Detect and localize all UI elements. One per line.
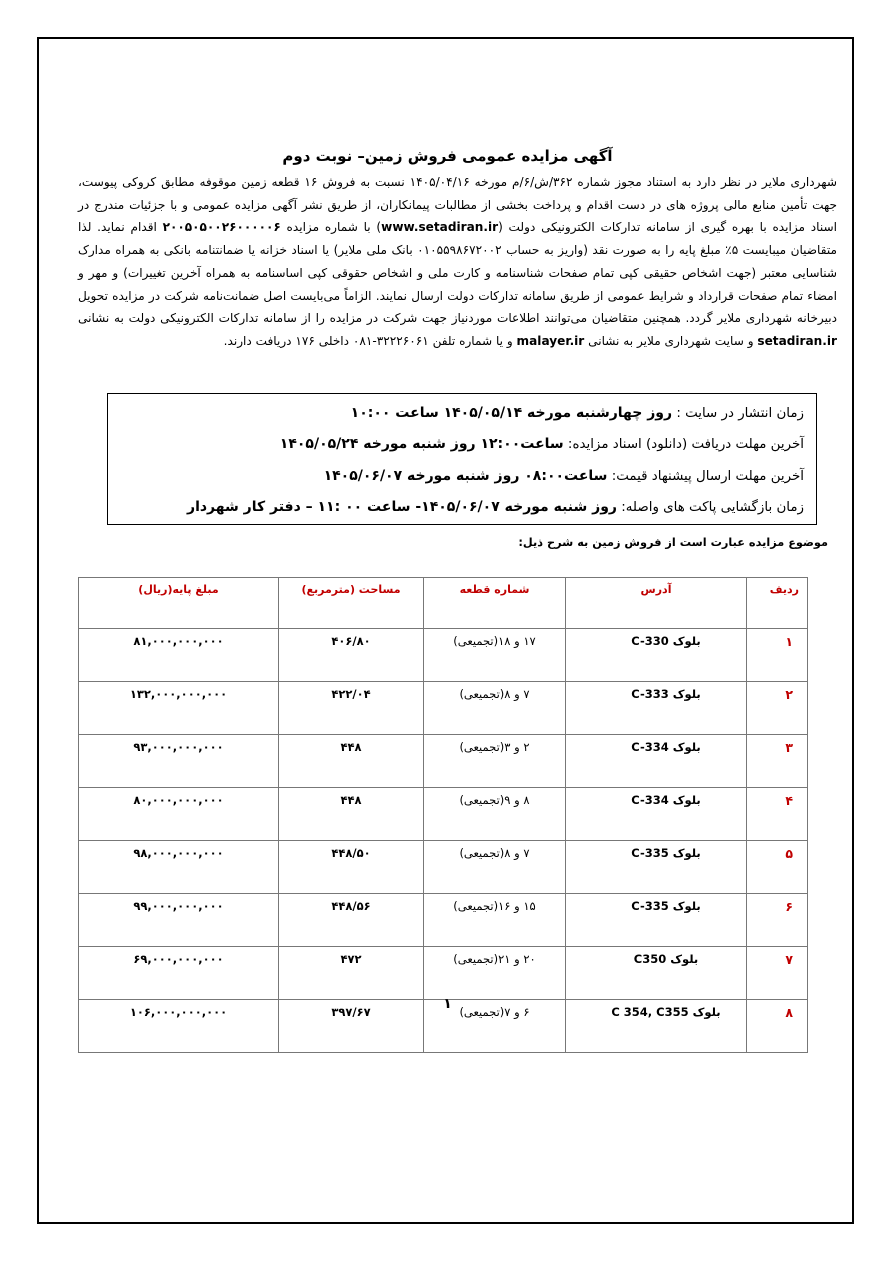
page-number: ۱: [443, 996, 452, 1012]
base-price-cell: ۸۱,۰۰۰,۰۰۰,۰۰۰: [79, 629, 279, 682]
notice-title: آگهی مزایده عمومی فروش زمین– نوبت دوم: [282, 147, 613, 165]
area-cell: ۴۲۲/۰۴: [279, 682, 424, 735]
intro-text-3: اقدام نماید. لذا متقاضیان میبایست ۵٪ مبلغ پایه را به صورت نقد (واریز به حساب ۰۱۰۵۵۹۸۶۷۲۰۰۲ بانک ملی ملایر) یا اسناد خزانه یا ضمانتنامه بانکی به همراه مدارک شناسایی معتبر (جهت اشخاص حقیقی کپی تمام صفحات شناسنامه و کارت ملی و اشخاص حقوقی کپی اساسنامه به همراه آخرین تغییرات) و مهر و امضاء تمام صفحات قرارداد و شرایط عمومی از طریق سامانه تدارکات دولت ارسال نمایند. الزاماً می‌بایست اصل ضمانت‌نامه شرکت در مزایده تحویل دبیرخانه شهرداری ملایر گردد. همچنین متقاضیان می‌توانند اطلاعات موردنیاز جهت شرکت در مزایده را از سامانه تدارکات الکترونیکی دولت به نشانی: [78, 220, 837, 326]
header-address: آدرس: [566, 578, 747, 629]
header-row-number: ردیف: [747, 578, 808, 629]
area-cell: ۴۴۸: [279, 735, 424, 788]
schedule-line-submit: [118, 461, 804, 492]
table-row: [79, 735, 808, 788]
schedule-line-download: [118, 429, 804, 460]
plot-number-cell: ۲۰ و ۲۱(تجمیعی): [424, 947, 566, 1000]
intro-text-4: و سایت شهرداری ملایر به نشانی: [584, 333, 758, 348]
address-cell: بلوک C-333: [566, 682, 747, 735]
area-cell: ۴۴۸/۵۰: [279, 841, 424, 894]
plot-number-cell: ۸ و ۹(تجمیعی): [424, 788, 566, 841]
row-number-cell: ۵: [747, 841, 808, 894]
notice-body: [78, 171, 837, 353]
schedule-label: آخرین مهلت ارسال پیشنهاد قیمت:: [607, 468, 804, 484]
plot-number-cell: ۶ و ۷(تجمیعی): [424, 1000, 566, 1053]
area-cell: ۴۰۶/۸۰: [279, 629, 424, 682]
auction-number: ۲۰۰۵۰۵۰۰۲۶۰۰۰۰۰۶: [162, 220, 281, 235]
row-number-cell: ۳: [747, 735, 808, 788]
plot-number-cell: ۲ و ۳(تجمیعی): [424, 735, 566, 788]
base-price-cell: ۸۰,۰۰۰,۰۰۰,۰۰۰: [79, 788, 279, 841]
table-row: [79, 629, 808, 682]
intro-text-2: ) با شماره مزایده: [280, 220, 382, 235]
base-price-cell: ۹۹,۰۰۰,۰۰۰,۰۰۰: [79, 894, 279, 947]
intro-text-5: و یا شماره تلفن ۳۲۲۲۶۰۶۱-۰۸۱ داخلی ۱۷۶ دریافت دارند.: [223, 333, 517, 348]
schedule-label: آخرین مهلت دریافت (دانلود) اسناد مزایده:: [563, 437, 804, 453]
base-price-cell: ۹۸,۰۰۰,۰۰۰,۰۰۰: [79, 841, 279, 894]
plot-number-cell: ۷ و ۸(تجمیعی): [424, 682, 566, 735]
area-cell: ۴۷۲: [279, 947, 424, 1000]
address-cell: بلوک C350: [566, 947, 747, 1000]
schedule-label: زمان انتشار در سایت :: [672, 406, 804, 421]
area-cell: ۴۴۸/۵۶: [279, 894, 424, 947]
row-number-cell: ۶: [747, 894, 808, 947]
area-cell: ۳۹۷/۶۷: [279, 1000, 424, 1053]
row-number-cell: ۸: [747, 1000, 808, 1053]
schedule-line-publish: [118, 398, 804, 429]
schedule-value: روز شنبه مورخه ۱۴۰۵/۰۶/۰۷- ساعت ۰۰ :۱۱ – دفتر کار شهردار: [187, 499, 617, 516]
address-cell: بلوک C-334: [566, 735, 747, 788]
auction-subject: موضوع مزایده عبارت است از فروش زمین به شرح ذیل:: [518, 536, 828, 549]
malayer-link[interactable]: malayer.ir: [516, 333, 585, 348]
base-price-cell: ۱۳۲,۰۰۰,۰۰۰,۰۰۰: [79, 682, 279, 735]
table-header-row: [79, 578, 808, 629]
base-price-cell: ۱۰۶,۰۰۰,۰۰۰,۰۰۰: [79, 1000, 279, 1053]
header-plot-number: شماره قطعه: [424, 578, 566, 629]
header-base-price: مبلغ پایه(ریال): [79, 578, 279, 629]
schedule-box: [107, 393, 817, 525]
land-table: [78, 577, 808, 1053]
row-number-cell: ۴: [747, 788, 808, 841]
schedule-value: ساعت۱۲:۰۰ روز شنبه مورخه ۱۴۰۵/۰۵/۲۴: [279, 436, 564, 453]
setadiran-link-short[interactable]: setadiran.ir: [757, 333, 837, 348]
table-row: [79, 788, 808, 841]
base-price-cell: ۹۳,۰۰۰,۰۰۰,۰۰۰: [79, 735, 279, 788]
row-number-cell: ۷: [747, 947, 808, 1000]
intro-text-1: شهرداری ملایر در نظر دارد به استناد مجوز شماره ۳۶۲/ش/۶/م مورخه ۱۴۰۵/۰۴/۱۶ نسبت به فروش ۱۶ قطعه زمین موقوفه مطابق کروکی پیوست، جهت تأمین منابع مالی پروژه های در دست اقدام و پرداخت بخشی از مطالبات پیمانکاران، از طریق نشر آگهی مزایده عمومی و با جزئیات مندرج در اسناد مزایده با بهره گیری از سامانه تدارکات الکترونیکی دولت (: [78, 175, 837, 235]
schedule-label: زمان بازگشایی پاکت های واصله:: [616, 500, 804, 516]
area-cell: ۴۴۸: [279, 788, 424, 841]
plot-number-cell: ۷ و ۸(تجمیعی): [424, 841, 566, 894]
address-cell: بلوک C-334: [566, 788, 747, 841]
address-cell: بلوک C-330: [566, 629, 747, 682]
plot-number-cell: ۱۵ و ۱۶(تجمیعی): [424, 894, 566, 947]
base-price-cell: ۶۹,۰۰۰,۰۰۰,۰۰۰: [79, 947, 279, 1000]
table-row: [79, 682, 808, 735]
header-area: مساحت (مترمربع): [279, 578, 424, 629]
schedule-value: روز چهارشنبه مورخه ۱۴۰۵/۰۵/۱۴ ساعت ۱۰:۰۰: [350, 405, 673, 421]
setadiran-link[interactable]: www.setadiran.ir: [381, 220, 499, 235]
schedule-value: ساعت۰۸:۰۰ روز شنبه مورخه ۱۴۰۵/۰۶/۰۷: [323, 467, 608, 484]
row-number-cell: ۱: [747, 629, 808, 682]
notice-paragraph: [78, 171, 837, 353]
document-page: [37, 37, 854, 1224]
address-cell: بلوک C-335: [566, 841, 747, 894]
plot-number-cell: ۱۷ و ۱۸(تجمیعی): [424, 629, 566, 682]
table-row: [79, 841, 808, 894]
table-row: [79, 894, 808, 947]
address-cell: بلوک C-335: [566, 894, 747, 947]
row-number-cell: ۲: [747, 682, 808, 735]
schedule-line-opening: [118, 492, 804, 523]
table-body: [79, 629, 808, 1053]
address-cell: بلوک C 354, C355: [566, 1000, 747, 1053]
table-row: [79, 947, 808, 1000]
